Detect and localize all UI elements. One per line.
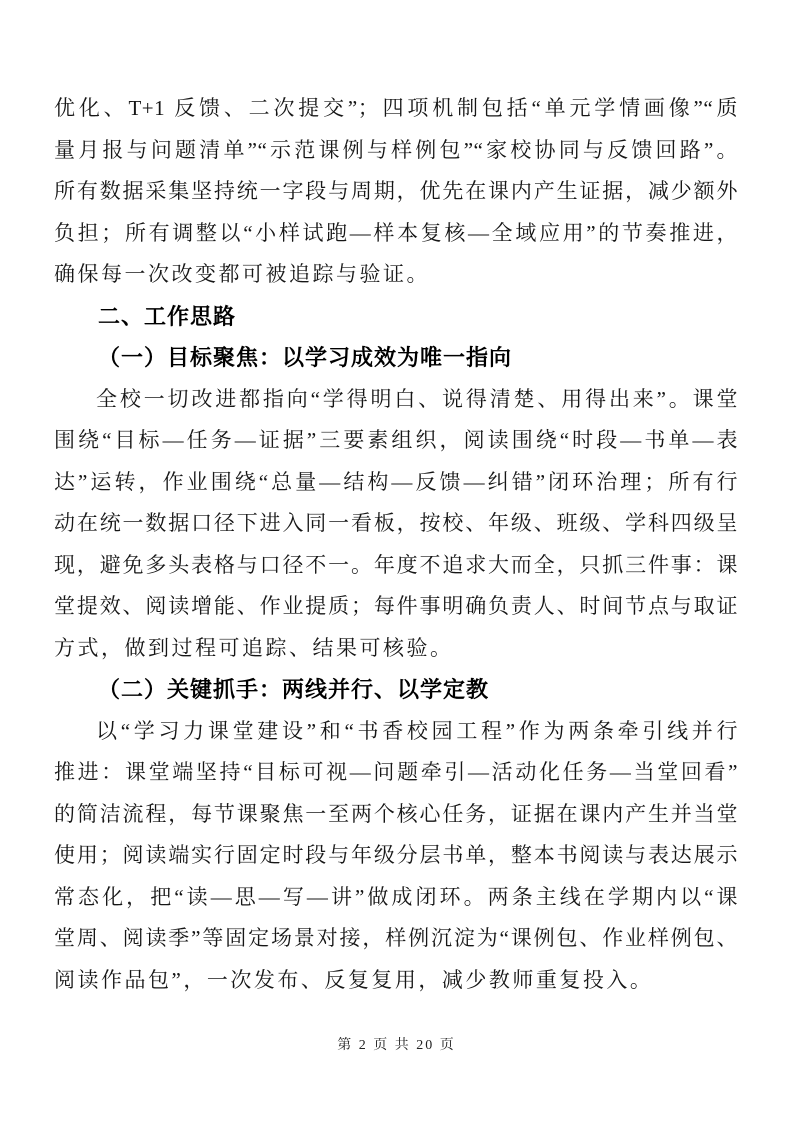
text-line: 动在统一数据口径下进入同一看板，按校、年级、班级、学科四级呈 [54, 511, 738, 535]
paragraph-continued [54, 88, 738, 296]
text-line: 量月报与问题清单”“示范课例与样例包”“家校协同与反馈回路”。 [54, 137, 738, 162]
text-line: 阅读作品包”，一次发布、反复复用，减少教师重复投入。 [54, 967, 654, 992]
text-line: 堂提效、阅读增能、作业提质；每件事明确负责人、时间节点与取证 [54, 594, 738, 618]
page-footer [0, 1036, 793, 1056]
text-line: 推进：课堂端坚持“目标可视—问题牵引—活动化任务—当堂回看” [54, 760, 738, 784]
text-line: 优化、T+1 反馈、二次提交”；四项机制包括“单元学情画像”“质 [54, 96, 738, 120]
subsection-heading-key-levers: （二）关键抓手：两线并行、以学定教 [98, 677, 490, 702]
text-line: 方式，做到过程可追踪、结果可核验。 [54, 635, 454, 660]
text-line: 所有数据采集坚持统一字段与周期，优先在课内产生证据，减少额外 [54, 179, 738, 203]
text-line: 现，避免多头表格与口径不一。年度不追求大而全，只抓三件事：课 [54, 552, 738, 577]
text-line: 达”运转，作业围绕“总量—结构—反馈—纠错”闭环治理；所有行 [54, 469, 738, 494]
section-heading-work-approach: 二、工作思路 [98, 303, 237, 329]
document-body [54, 88, 738, 1001]
paragraph-key-levers [54, 711, 738, 1002]
text-line: 的简洁流程，每节课聚焦一至两个核心任务，证据在课内产生并当堂 [54, 801, 738, 826]
text-line: 负担；所有调整以“小样试跑—样本复核—全域应用”的节奏推进， [54, 220, 738, 245]
subsection-heading-goal-focus: （一）目标聚焦：以学习成效为唯一指向 [98, 345, 513, 370]
text-line: 围绕“目标—任务—证据”三要素组织，阅读围绕“时段—书单—表 [54, 428, 738, 452]
text-line: 以“学习力课堂建设”和“书香校园工程”作为两条牵引线并行 [96, 718, 738, 743]
text-line: 堂周、阅读季”等固定场景对接，样例沉淀为“课例包、作业样例包、 [54, 926, 738, 950]
text-line: 常态化，把“读—思—写—讲”做成闭环。两条主线在学期内以“课 [54, 884, 738, 909]
paragraph-goal-focus [54, 379, 738, 670]
text-line: 全校一切改进都指向“学得明白、说得清楚、用得出来”。课堂 [96, 386, 738, 411]
text-line: 确保每一次改变都可被追踪与验证。 [54, 262, 430, 286]
text-line: 使用；阅读端实行固定时段与年级分层书单，整本书阅读与表达展示 [54, 843, 738, 867]
page-number-text: 第 2 页 共 20 页 [337, 1038, 456, 1053]
